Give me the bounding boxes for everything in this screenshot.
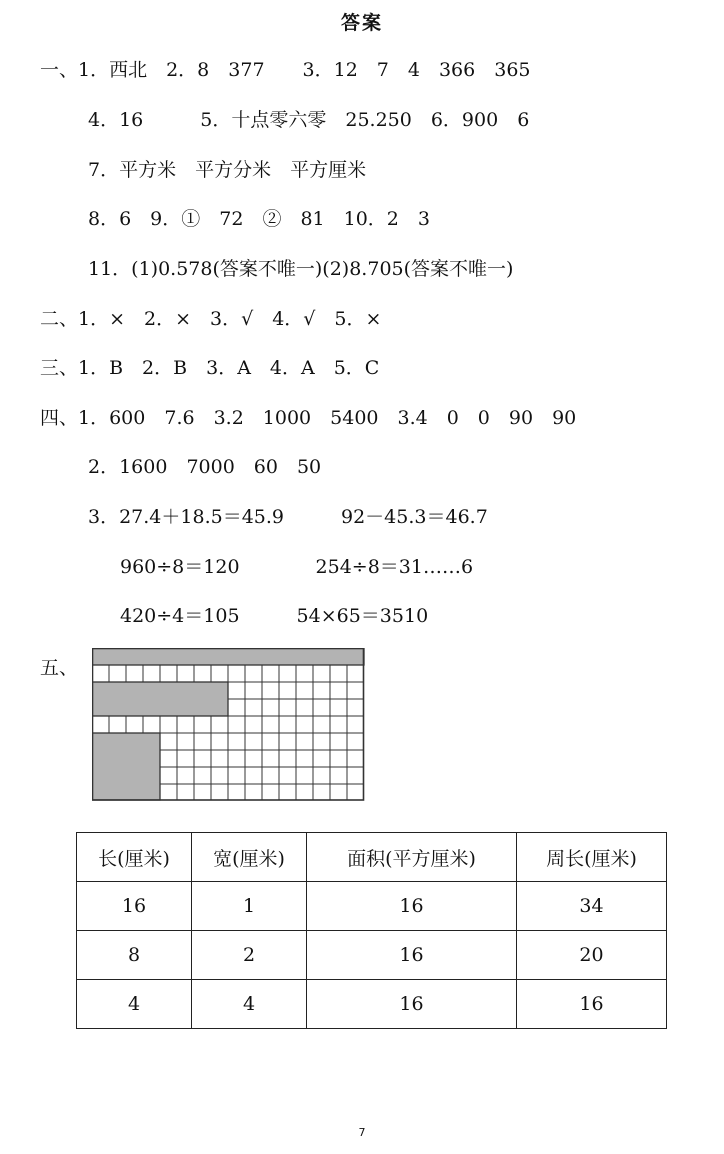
section-5-label: 五、: [40, 657, 79, 679]
grid-svg: [92, 648, 366, 802]
table-header-cell: 宽(厘米): [192, 833, 307, 882]
table-header-cell: 周长(厘米): [517, 833, 667, 882]
answer-line-4-3b: 960÷8＝120 254÷8＝31……6: [120, 556, 474, 578]
table-cell: 16: [77, 882, 192, 931]
table-row: [77, 882, 667, 931]
table-row: [77, 980, 667, 1029]
grid-diagram: [92, 648, 366, 806]
answer-line-3: 三、1．B 2．B 3．A 4．A 5．C: [40, 357, 380, 379]
table-cell: 34: [517, 882, 667, 931]
table-cell: 16: [307, 980, 517, 1029]
answer-line-4-2: 2．1600 7000 60 50: [88, 456, 322, 478]
table-cell: 2: [192, 931, 307, 980]
table-cell: 16: [307, 931, 517, 980]
table-cell: 20: [517, 931, 667, 980]
answer-title: 答案: [340, 12, 383, 34]
table-cell: 4: [192, 980, 307, 1029]
table-header-row: [77, 833, 667, 882]
answer-table: [76, 832, 667, 1029]
table-header-cell: 长(厘米): [77, 833, 192, 882]
answer-line-2: 二、1．× 2．× 3．√ 4．√ 5．×: [40, 308, 382, 330]
answer-line-1-8: 8．6 9．① 72 ② 81 10．2 3: [88, 208, 430, 230]
shaded-rect-16x1: [92, 648, 364, 665]
table-cell: 16: [517, 980, 667, 1029]
table-header-cell: 面积(平方厘米): [307, 833, 517, 882]
table-cell: 16: [307, 882, 517, 931]
table-cell: 1: [192, 882, 307, 931]
answer-line-1-11: 11．(1)0.578(答案不唯一)(2)8.705(答案不唯一): [88, 258, 514, 280]
answer-line-1-7: 7．平方米 平方分米 平方厘米: [88, 159, 367, 181]
answer-line-4-3c: 420÷4＝105 54×65＝3510: [120, 605, 429, 627]
answer-line-4-1: 四、1．600 7.6 3.2 1000 5400 3.4 0 0 90 90: [40, 407, 577, 429]
page-number: 7: [358, 1126, 366, 1139]
answer-line-4-3: 3．27.4＋18.5＝45.9 92－45.3＝46.7: [88, 506, 488, 528]
answer-line-1-4: 4．16 5．十点零六零 25.250 6．900 6: [88, 109, 530, 131]
table-cell: 8: [77, 931, 192, 980]
answer-line-1-1: 一、1．西北 2．8 377 3．12 7 4 366 365: [40, 59, 531, 81]
shaded-rect-4x4: [92, 733, 160, 800]
table-row: [77, 931, 667, 980]
shaded-rect-8x2: [92, 682, 228, 716]
table-cell: 4: [77, 980, 192, 1029]
